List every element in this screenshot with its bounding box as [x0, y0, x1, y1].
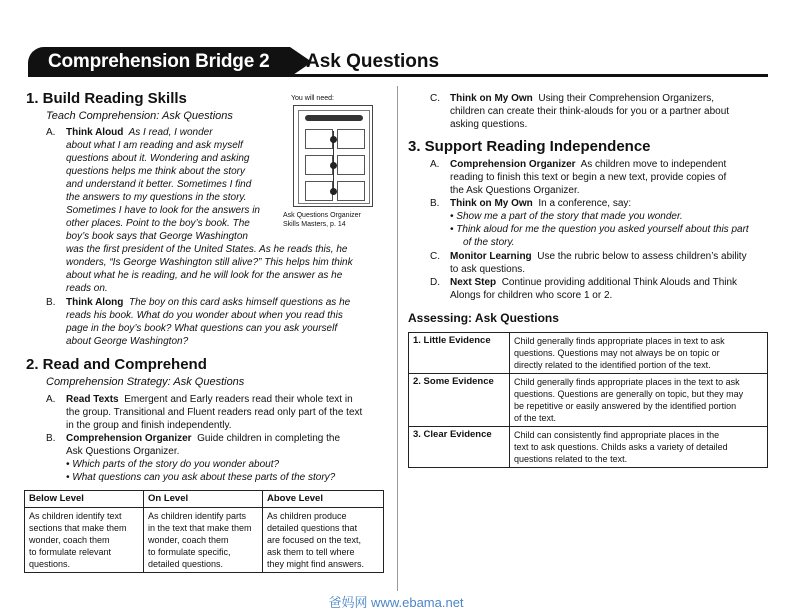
you-will-need-label: You will need:	[291, 95, 334, 102]
watermark: 爸妈网 www.ebama.net	[328, 595, 464, 610]
column-divider	[397, 86, 398, 591]
banner-rule	[28, 74, 768, 77]
rubric-row	[409, 427, 768, 468]
bullet-show-me: • Show me a part of the story that made you wonder.	[450, 211, 683, 222]
heading-assessing: Assessing: Ask Questions	[408, 311, 559, 325]
rubric-row	[409, 374, 768, 427]
cell-above-level: As children produce detailed questions that are focused on the text, ask them to tell where they might find answers.	[263, 508, 384, 573]
section-banner	[28, 47, 768, 77]
bullet-wonder: • Which parts of the story do you wonder about?	[66, 459, 280, 470]
col-on-level: On Level	[144, 491, 263, 508]
cell-below-level: As children identify text sections that make them wonder, coach them to formulate relevant questions.	[25, 508, 144, 573]
rubric-level-2: 2. Some Evidence	[409, 374, 510, 427]
assessment-rubric-table	[408, 332, 768, 468]
cell-on-level: As children identify parts in the text that make them wonder, coach them to formulate specific, detailed questions.	[144, 508, 263, 573]
banner-title: Comprehension Bridge 2	[48, 51, 270, 72]
leveled-coaching-table	[24, 490, 384, 573]
heading-read-and-comprehend: 2. Read and Comprehend	[26, 356, 207, 373]
subheading-teach-comprehension: Teach Comprehension: Ask Questions	[46, 110, 233, 122]
thumbnail-caption: Ask Questions Organizer Skills Masters, p. 14	[283, 212, 361, 228]
banner-subtitle: Ask Questions	[306, 51, 440, 72]
bullet-think-aloud: • Think aloud for me the question you asked yourself about this part	[450, 224, 749, 235]
bullet-think-aloud-cont: of the story.	[463, 237, 515, 248]
col-below-level: Below Level	[25, 491, 144, 508]
rubric-desc-3: Child can consistently find appropriate places in the text to ask questions. Childs asks a variety of detailed questions related to the text.	[510, 427, 768, 468]
rubric-row	[409, 333, 768, 374]
rubric-desc-1: Child generally finds appropriate places in text to ask questions. Questions may not always be on topic or directly related to the identified portion of the text.	[510, 333, 768, 374]
rubric-level-1: 1. Little Evidence	[409, 333, 510, 374]
rubric-level-3: 3. Clear Evidence	[409, 427, 510, 468]
rubric-desc-2: Child generally finds appropriate places in the text to ask questions. Questions are generally on topic, but they may be repetitive or easily answered by the identified portion of the text.	[510, 374, 768, 427]
heading-build-reading-skills: 1. Build Reading Skills	[26, 90, 187, 107]
heading-support-reading-independence: 3. Support Reading Independence	[408, 138, 651, 155]
subheading-comprehension-strategy: Comprehension Strategy: Ask Questions	[46, 376, 245, 388]
col-above-level: Above Level	[263, 491, 384, 508]
bullet-questions: • What questions can you ask about these parts of the story?	[66, 472, 336, 483]
